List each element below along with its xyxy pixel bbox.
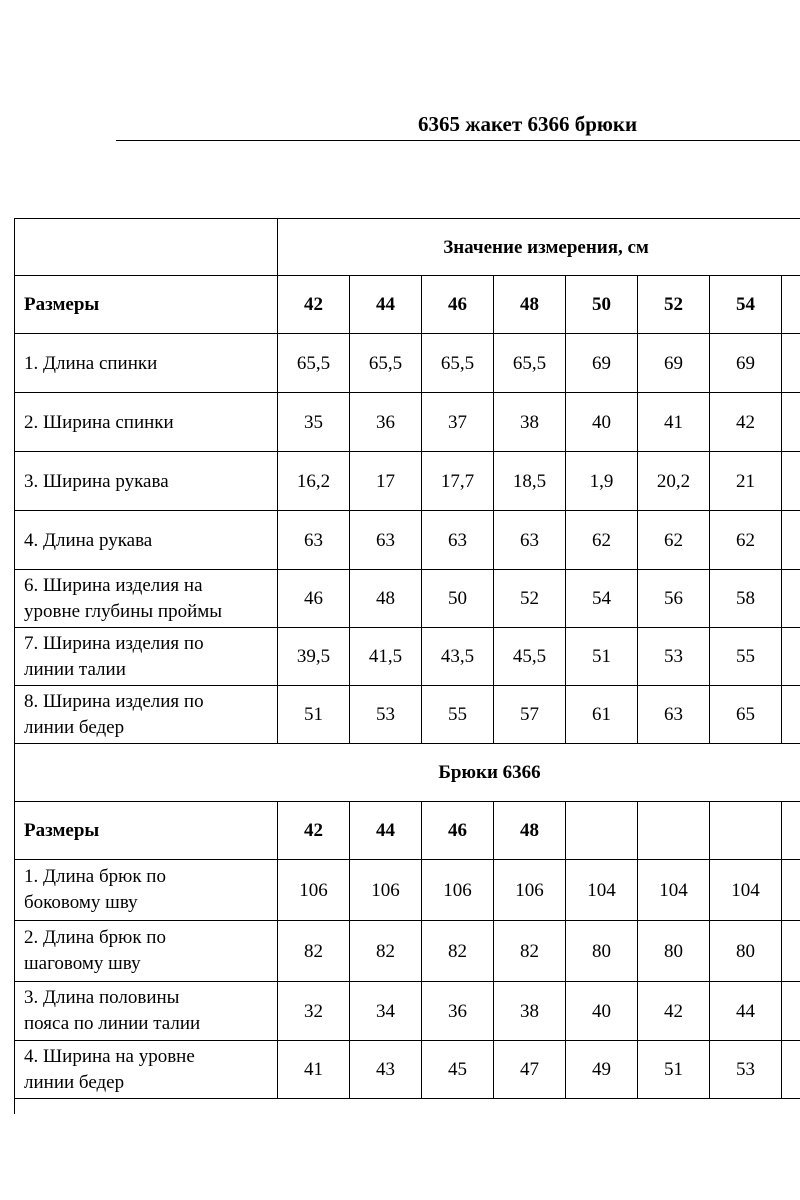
row-label-line: шаговому шву bbox=[24, 953, 141, 974]
value-cell: 21 bbox=[710, 452, 782, 511]
value-cell: 36 bbox=[350, 393, 422, 452]
row-label: 2. Ширина спинки bbox=[15, 393, 278, 452]
size-cell bbox=[638, 802, 710, 860]
value-cell: 62 bbox=[638, 511, 710, 570]
edge-cell bbox=[782, 334, 800, 393]
edge-cell bbox=[782, 860, 800, 921]
value-cell: 63 bbox=[494, 511, 566, 570]
row-label-line: 3. Длина половины bbox=[24, 987, 180, 1008]
size-cell: 48 bbox=[494, 802, 566, 860]
row-label-line: пояса по линии талии bbox=[24, 1013, 201, 1034]
edge-cell bbox=[782, 1041, 800, 1099]
size-cell: 42 bbox=[278, 276, 350, 334]
value-cell: 53 bbox=[350, 686, 422, 744]
value-cell: 65,5 bbox=[494, 334, 566, 393]
value-cell: 16,2 bbox=[278, 452, 350, 511]
row-label bbox=[15, 686, 278, 744]
value-cell: 65,5 bbox=[350, 334, 422, 393]
size-cell: 50 bbox=[566, 276, 638, 334]
value-cell: 80 bbox=[638, 921, 710, 982]
table-row bbox=[15, 1041, 800, 1099]
row-label bbox=[15, 628, 278, 686]
value-cell: 41 bbox=[638, 393, 710, 452]
value-cell: 54 bbox=[566, 570, 638, 628]
edge-cell bbox=[782, 982, 800, 1041]
value-cell: 42 bbox=[638, 982, 710, 1041]
value-cell: 45,5 bbox=[494, 628, 566, 686]
value-cell: 37 bbox=[422, 393, 494, 452]
row-label-line: 6. Ширина изделия на bbox=[24, 574, 203, 596]
value-cell: 52 bbox=[494, 570, 566, 628]
table-row bbox=[15, 686, 800, 744]
size-cell: 46 bbox=[422, 276, 494, 334]
value-cell: 82 bbox=[494, 921, 566, 982]
value-cell: 104 bbox=[638, 860, 710, 921]
trousers-sizes-row bbox=[15, 802, 800, 860]
edge-cell bbox=[782, 686, 800, 744]
value-cell: 56 bbox=[638, 570, 710, 628]
value-cell: 58 bbox=[710, 570, 782, 628]
row-label bbox=[15, 1041, 278, 1099]
table-row bbox=[15, 921, 800, 982]
value-cell: 20,2 bbox=[638, 452, 710, 511]
row-label-line: линии талии bbox=[24, 658, 126, 680]
size-cell: 42 bbox=[278, 802, 350, 860]
table-row bbox=[15, 860, 800, 921]
size-cell: 44 bbox=[350, 276, 422, 334]
trousers-section-title: Брюки 6366 bbox=[15, 744, 800, 802]
title-underline bbox=[116, 140, 800, 141]
edge-cell bbox=[782, 628, 800, 686]
jacket-section bbox=[15, 219, 800, 744]
value-cell: 47 bbox=[494, 1041, 566, 1099]
sizes-label: Размеры bbox=[15, 802, 278, 860]
size-cell: 52 bbox=[638, 276, 710, 334]
value-cell: 69 bbox=[710, 334, 782, 393]
value-cell: 55 bbox=[422, 686, 494, 744]
value-cell: 63 bbox=[278, 511, 350, 570]
value-cell: 69 bbox=[638, 334, 710, 393]
value-cell: 43,5 bbox=[422, 628, 494, 686]
size-cell: 46 bbox=[422, 802, 494, 860]
value-cell: 65 bbox=[710, 686, 782, 744]
value-cell: 104 bbox=[710, 860, 782, 921]
value-cell: 65,5 bbox=[422, 334, 494, 393]
edge-cell bbox=[782, 921, 800, 982]
value-cell: 82 bbox=[278, 921, 350, 982]
table-row bbox=[15, 570, 800, 628]
value-cell: 62 bbox=[566, 511, 638, 570]
size-cell: 48 bbox=[494, 276, 566, 334]
size-cell bbox=[566, 802, 638, 860]
jacket-sizes-row bbox=[15, 276, 800, 334]
value-cell: 106 bbox=[278, 860, 350, 921]
row-label-line: 8. Ширина изделия по bbox=[24, 690, 204, 712]
row-label-line: 1. Длина брюк по bbox=[24, 866, 166, 887]
value-cell: 46 bbox=[278, 570, 350, 628]
value-cell: 44 bbox=[710, 982, 782, 1041]
value-cell: 45 bbox=[422, 1041, 494, 1099]
row-label: 1. Длина спинки bbox=[15, 334, 278, 393]
value-cell: 40 bbox=[566, 982, 638, 1041]
table-row bbox=[15, 393, 800, 452]
row-label-line: боковому шву bbox=[24, 892, 138, 913]
value-cell: 69 bbox=[566, 334, 638, 393]
value-cell: 17 bbox=[350, 452, 422, 511]
value-cell: 106 bbox=[350, 860, 422, 921]
edge-cell bbox=[782, 802, 800, 860]
value-cell: 36 bbox=[422, 982, 494, 1041]
row-label bbox=[15, 921, 278, 982]
table-row bbox=[15, 982, 800, 1041]
value-cell: 32 bbox=[278, 982, 350, 1041]
value-cell: 80 bbox=[566, 921, 638, 982]
value-cell: 106 bbox=[494, 860, 566, 921]
row-label-line: 4. Ширина на уровне bbox=[24, 1045, 195, 1067]
row-label-line: уровне глубины проймы bbox=[24, 600, 223, 622]
jacket-header-row bbox=[15, 219, 800, 276]
edge-cell bbox=[782, 393, 800, 452]
edge-cell bbox=[782, 511, 800, 570]
trousers-title-row bbox=[15, 744, 800, 802]
value-cell: 38 bbox=[494, 393, 566, 452]
value-cell: 65,5 bbox=[278, 334, 350, 393]
value-cell: 43 bbox=[350, 1041, 422, 1099]
row-label-line: линии бедер bbox=[24, 1071, 125, 1093]
measurements-table bbox=[14, 218, 800, 1099]
table-edge-line bbox=[14, 1094, 15, 1114]
value-cell: 35 bbox=[278, 393, 350, 452]
value-cell: 41 bbox=[278, 1041, 350, 1099]
document-title: 6365 жакет 6366 брюки bbox=[418, 112, 638, 136]
value-cell: 42 bbox=[710, 393, 782, 452]
value-cell: 82 bbox=[422, 921, 494, 982]
value-cell: 48 bbox=[350, 570, 422, 628]
row-label: 4. Длина рукава bbox=[15, 511, 278, 570]
table-row bbox=[15, 511, 800, 570]
value-cell: 106 bbox=[422, 860, 494, 921]
sizes-label: Размеры bbox=[15, 276, 278, 334]
size-cell: 54 bbox=[710, 276, 782, 334]
value-cell: 63 bbox=[422, 511, 494, 570]
value-cell: 53 bbox=[710, 1041, 782, 1099]
size-cell bbox=[710, 802, 782, 860]
trousers-section bbox=[15, 744, 800, 1099]
row-label bbox=[15, 570, 278, 628]
row-label: 3. Ширина рукава bbox=[15, 452, 278, 511]
row-label-line: 2. Длина брюк по bbox=[24, 927, 166, 948]
value-cell: 38 bbox=[494, 982, 566, 1041]
value-cell: 49 bbox=[566, 1041, 638, 1099]
value-cell: 51 bbox=[278, 686, 350, 744]
value-cell: 50 bbox=[422, 570, 494, 628]
value-cell: 18,5 bbox=[494, 452, 566, 511]
value-cell: 17,7 bbox=[422, 452, 494, 511]
value-cell: 40 bbox=[566, 393, 638, 452]
value-cell: 53 bbox=[638, 628, 710, 686]
measurement-header: Значение измерения, см bbox=[278, 219, 800, 276]
value-cell: 63 bbox=[350, 511, 422, 570]
value-cell: 62 bbox=[710, 511, 782, 570]
value-cell: 39,5 bbox=[278, 628, 350, 686]
value-cell: 51 bbox=[566, 628, 638, 686]
value-cell: 80 bbox=[710, 921, 782, 982]
edge-cell bbox=[782, 570, 800, 628]
table-row bbox=[15, 628, 800, 686]
value-cell: 41,5 bbox=[350, 628, 422, 686]
edge-cell bbox=[782, 276, 800, 334]
value-cell: 63 bbox=[638, 686, 710, 744]
row-label bbox=[15, 982, 278, 1041]
row-label bbox=[15, 860, 278, 921]
value-cell: 51 bbox=[638, 1041, 710, 1099]
edge-cell bbox=[782, 452, 800, 511]
value-cell: 61 bbox=[566, 686, 638, 744]
empty-corner-cell bbox=[15, 219, 278, 276]
size-cell: 44 bbox=[350, 802, 422, 860]
value-cell: 57 bbox=[494, 686, 566, 744]
value-cell: 1,9 bbox=[566, 452, 638, 511]
value-cell: 104 bbox=[566, 860, 638, 921]
table-row bbox=[15, 334, 800, 393]
value-cell: 55 bbox=[710, 628, 782, 686]
row-label-line: линии бедер bbox=[24, 716, 125, 738]
value-cell: 34 bbox=[350, 982, 422, 1041]
row-label-line: 7. Ширина изделия по bbox=[24, 632, 204, 654]
table-row bbox=[15, 452, 800, 511]
value-cell: 82 bbox=[350, 921, 422, 982]
